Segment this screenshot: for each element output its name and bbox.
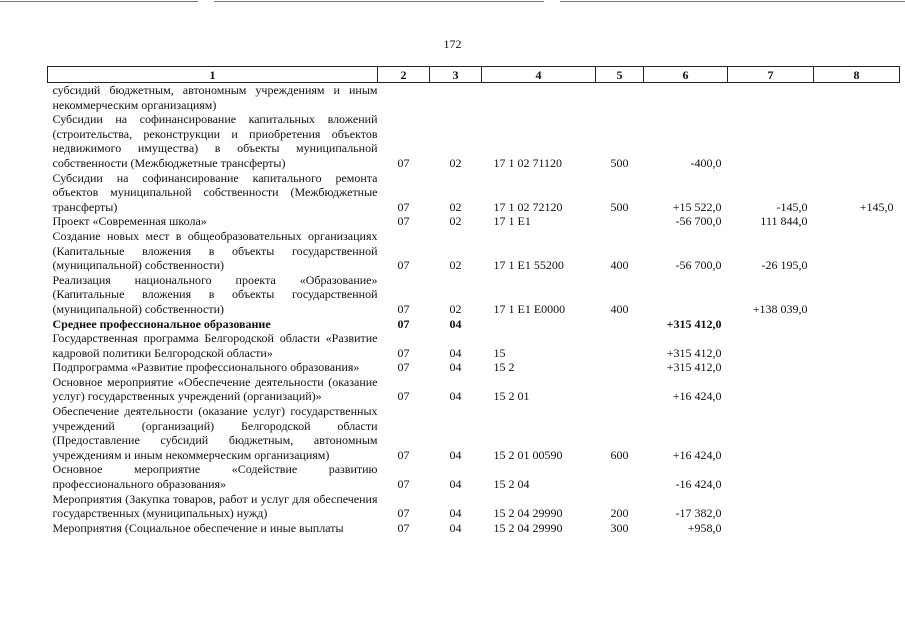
- amount-col-6: +958,0: [687, 520, 722, 535]
- table-row: [48, 83, 900, 113]
- section-code: 07: [397, 155, 410, 170]
- subsection-code: 04: [449, 477, 462, 492]
- section-code: 07: [397, 258, 410, 273]
- amount-col-8: [814, 273, 900, 317]
- expense-type-code: 400: [610, 301, 629, 316]
- header-cell-2: 2: [378, 67, 430, 83]
- section-code: 07: [397, 199, 410, 214]
- amount-col-6: +15 522,0: [672, 199, 722, 214]
- row-name: Обеспечение деятельности (оказание услуг) государственных учреждений (организаций) Белгородской области (Предоставление субсидий бюджетным, автономным учреждениям и иным некоммерческим организациям): [52, 404, 378, 462]
- amount-col-7: [728, 360, 814, 375]
- amount-col-7: [728, 462, 814, 491]
- target-article-code: 15 2 04: [493, 477, 530, 492]
- amount-col-8: [814, 317, 900, 332]
- amount-col-8: +145,0: [859, 199, 894, 214]
- target-article-code: 15 2 04 29990: [493, 506, 563, 521]
- table-row: [48, 492, 900, 521]
- subsection-code: 04: [449, 506, 462, 521]
- header-row: [48, 67, 900, 83]
- amount-col-8: [814, 331, 900, 360]
- subsection-code: 02: [449, 155, 462, 170]
- row-name: Мероприятия (Социальное обеспечение и иные выплаты: [52, 520, 344, 535]
- amount-col-8: [814, 521, 900, 536]
- row-name: Субсидии на софинансирование капитальных вложений (строительства, реконструкции и приобретения объектов недвижимого имущества) в объекты муниципальной собственности (Межбюджетные трансферты): [52, 112, 378, 170]
- table-row: [48, 375, 900, 404]
- section-code: 07: [397, 389, 410, 404]
- amount-col-6: +315 412,0: [666, 360, 722, 375]
- expense-type-code: 400: [610, 258, 629, 273]
- subsection-code: [430, 83, 482, 113]
- row-name: Субсидии на софинансирование капитального ремонта объектов муниципальной собственности (Межбюджетные трансферты): [52, 170, 378, 214]
- section-code: 07: [397, 301, 410, 316]
- table-body: [48, 83, 900, 536]
- row-name: Государственная программа Белгородской области «Развитие кадровой политики Белгородской области»: [52, 331, 378, 360]
- expense-type-code: [596, 214, 644, 229]
- amount-col-8: [814, 404, 900, 462]
- amount-col-6: -17 382,0: [675, 506, 722, 521]
- header-cell-8: 8: [814, 67, 900, 83]
- amount-col-7: [728, 521, 814, 536]
- amount-col-6: +315 412,0: [666, 345, 722, 360]
- amount-col-8: [814, 492, 900, 521]
- row-name: Проект «Современная школа»: [52, 214, 207, 229]
- budget-table: [47, 66, 900, 535]
- amount-col-7: +138 039,0: [752, 301, 808, 316]
- row-name: Основное мероприятие «Содействие развитию профессионального образования»: [52, 462, 378, 492]
- target-article-code: 15 2 01 00590: [493, 447, 563, 462]
- expense-type-code: 200: [610, 506, 629, 521]
- subsection-code: 04: [449, 345, 462, 360]
- amount-col-7: 111 844,0: [760, 214, 808, 229]
- amount-col-7: -145,0: [776, 199, 808, 214]
- target-article-code: 15 2 01: [493, 389, 530, 404]
- table-header: [48, 67, 900, 83]
- table-row: [48, 214, 900, 229]
- expense-type-code: [596, 317, 644, 332]
- subsection-code: 04: [449, 389, 462, 404]
- subsection-code: 04: [449, 447, 462, 462]
- amount-col-7: [728, 112, 814, 170]
- amount-col-8: [814, 83, 900, 113]
- target-article-code: 17 1 02 71120: [493, 155, 563, 170]
- row-name: Создание новых мест в общеобразовательных организациях (Капитальные вложения в объекты государственной (муниципальной) собственности): [52, 228, 378, 273]
- table-row: [48, 331, 900, 360]
- amount-col-8: [814, 214, 900, 229]
- target-article-code: 17 1 02 72120: [493, 199, 563, 214]
- amount-col-6: [644, 273, 728, 317]
- target-article-code: 15 2: [493, 360, 515, 375]
- target-article-code: 17 1 E1 E0000: [493, 301, 566, 316]
- amount-col-6: -16 424,0: [675, 477, 722, 492]
- section-code: 07: [397, 520, 410, 535]
- amount-col-6: +16 424,0: [672, 447, 722, 462]
- table-row: [48, 273, 900, 317]
- expense-type-code: 500: [610, 155, 629, 170]
- row-name: субсидий бюджетным, автономным учреждениям и иным некоммерческим организациям): [52, 83, 378, 112]
- amount-col-8: [814, 229, 900, 273]
- header-cell-3: 3: [430, 67, 482, 83]
- section-code: 07: [397, 506, 410, 521]
- subsection-code: 02: [449, 258, 462, 273]
- header-cell-1: 1: [48, 67, 378, 83]
- target-article-code: [482, 83, 596, 113]
- target-article-code: [482, 317, 596, 332]
- expense-type-code: [596, 83, 644, 113]
- header-cell-6: 6: [644, 67, 728, 83]
- section-code: 07: [397, 477, 410, 492]
- scan-top-edge: [0, 0, 905, 4]
- table-row: [48, 462, 900, 491]
- amount-col-6: -56 700,0: [675, 258, 722, 273]
- amount-col-8: [814, 112, 900, 170]
- amount-col-7: -26 195,0: [761, 258, 808, 273]
- amount-col-7: [728, 492, 814, 521]
- subsection-code: 04: [449, 316, 462, 331]
- header-cell-4: 4: [482, 67, 596, 83]
- amount-col-7: [728, 404, 814, 462]
- row-name: Подпрограмма «Развитие профессионального образования»: [52, 360, 360, 375]
- amount-col-7: [728, 317, 814, 332]
- target-article-code: 15 2 04 29990: [493, 520, 563, 535]
- amount-col-8: [814, 360, 900, 375]
- table-row: [48, 112, 900, 170]
- subsection-code: 04: [449, 360, 462, 375]
- section-code: 07: [397, 316, 410, 331]
- amount-col-8: [814, 462, 900, 491]
- expense-type-code: [596, 331, 644, 360]
- expense-type-code: [596, 375, 644, 404]
- table-row: [48, 229, 900, 273]
- expense-type-code: 500: [610, 199, 629, 214]
- amount-col-6: +315 412,0: [666, 316, 722, 331]
- table-row: [48, 360, 900, 375]
- header-cell-7: 7: [728, 67, 814, 83]
- expense-type-code: [596, 360, 644, 375]
- row-name: Мероприятия (Закупка товаров, работ и услуг для обеспечения государственных (муниципальных) нужд): [52, 491, 378, 521]
- subsection-code: 04: [449, 520, 462, 535]
- subsection-code: 02: [449, 214, 462, 229]
- target-article-code: 15: [493, 345, 506, 360]
- expense-type-code: 600: [610, 447, 629, 462]
- subsection-code: 02: [449, 301, 462, 316]
- amount-col-7: [728, 83, 814, 113]
- amount-col-7: [728, 331, 814, 360]
- section-code: [378, 83, 430, 113]
- page-number: 172: [443, 37, 462, 51]
- table-row: [48, 317, 900, 332]
- section-code: 07: [397, 447, 410, 462]
- amount-col-6: +16 424,0: [672, 389, 722, 404]
- amount-col-6: [644, 83, 728, 113]
- expense-type-code: 300: [610, 520, 629, 535]
- target-article-code: 17 1 E1: [493, 214, 531, 229]
- table-row: [48, 171, 900, 215]
- section-code: 07: [397, 360, 410, 375]
- header-cell-5: 5: [596, 67, 644, 83]
- subsection-code: 02: [449, 199, 462, 214]
- amount-col-6: -400,0: [690, 155, 722, 170]
- row-name: Реализация национального проекта «Образование» (Капитальные вложения в объекты государственной (муниципальной) собственности): [52, 272, 378, 316]
- row-name: Среднее профессиональное образование: [52, 316, 271, 331]
- row-name: Основное мероприятие «Обеспечение деятельности (оказание услуг) государственных учреждений (организаций)»: [52, 374, 378, 404]
- table-row: [48, 404, 900, 462]
- amount-col-7: [728, 375, 814, 404]
- expense-type-code: [596, 462, 644, 491]
- amount-col-6: -56 700,0: [675, 214, 722, 229]
- section-code: 07: [397, 214, 410, 229]
- amount-col-8: [814, 375, 900, 404]
- target-article-code: 17 1 E1 55200: [493, 258, 564, 273]
- table-row: [48, 521, 900, 536]
- section-code: 07: [397, 345, 410, 360]
